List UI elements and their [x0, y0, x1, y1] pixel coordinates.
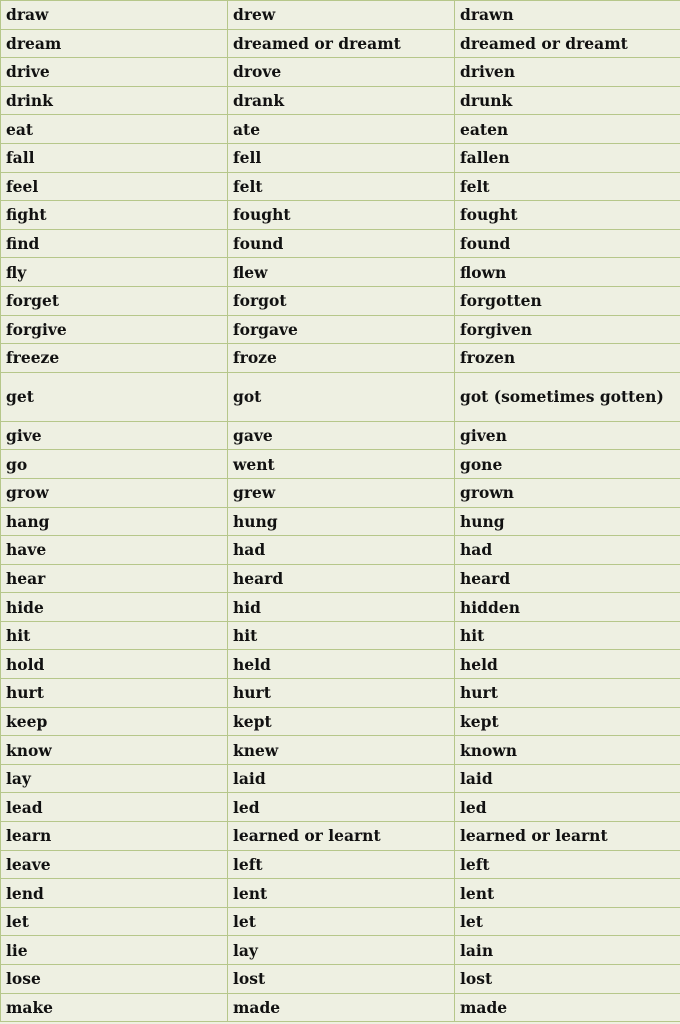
past-participle-cell: lost	[455, 965, 680, 994]
base-form-cell: make	[1, 993, 228, 1022]
base-form-cell: leave	[1, 850, 228, 879]
past-simple-cell: froze	[228, 344, 455, 373]
past-participle-cell: had	[455, 536, 680, 565]
past-simple-cell: let	[228, 907, 455, 936]
past-simple-cell: drove	[228, 58, 455, 87]
past-simple-cell: made	[228, 993, 455, 1022]
past-simple-cell: dreamed or dreamt	[228, 29, 455, 58]
past-simple-cell: gave	[228, 421, 455, 450]
table-row	[1, 679, 680, 708]
past-simple-cell: grew	[228, 478, 455, 507]
past-participle-cell: forgotten	[455, 286, 680, 315]
past-participle-cell: given	[455, 421, 680, 450]
past-participle-cell: dreamed or dreamt	[455, 29, 680, 58]
past-simple-cell: flew	[228, 258, 455, 287]
table-row	[1, 879, 680, 908]
past-participle-cell: heard	[455, 564, 680, 593]
base-form-cell: get	[1, 372, 228, 421]
past-participle-cell: drawn	[455, 1, 680, 30]
past-simple-cell: forgot	[228, 286, 455, 315]
past-simple-cell: hid	[228, 593, 455, 622]
table-row	[1, 850, 680, 879]
past-participle-cell: kept	[455, 707, 680, 736]
table-row	[1, 536, 680, 565]
past-participle-cell: grown	[455, 478, 680, 507]
base-form-cell: hide	[1, 593, 228, 622]
table-row	[1, 115, 680, 144]
base-form-cell: forgive	[1, 315, 228, 344]
past-simple-cell: lost	[228, 965, 455, 994]
past-simple-cell: held	[228, 650, 455, 679]
past-simple-cell: lent	[228, 879, 455, 908]
past-participle-cell: eaten	[455, 115, 680, 144]
table-row	[1, 478, 680, 507]
past-simple-cell: hurt	[228, 679, 455, 708]
past-simple-cell: forgave	[228, 315, 455, 344]
table-row	[1, 258, 680, 287]
past-participle-cell: gone	[455, 450, 680, 479]
base-form-cell: fly	[1, 258, 228, 287]
table-row	[1, 507, 680, 536]
past-simple-cell: led	[228, 793, 455, 822]
past-participle-cell: hit	[455, 621, 680, 650]
base-form-cell: find	[1, 229, 228, 258]
base-form-cell: lay	[1, 764, 228, 793]
past-participle-cell: hung	[455, 507, 680, 536]
base-form-cell: fight	[1, 201, 228, 230]
past-simple-cell: hit	[228, 621, 455, 650]
past-simple-cell: heard	[228, 564, 455, 593]
base-form-cell: hang	[1, 507, 228, 536]
table-row	[1, 29, 680, 58]
table-row	[1, 201, 680, 230]
past-participle-cell: held	[455, 650, 680, 679]
table-row	[1, 621, 680, 650]
table-row	[1, 564, 680, 593]
past-simple-cell: laid	[228, 764, 455, 793]
past-participle-cell: laid	[455, 764, 680, 793]
past-simple-cell: learned or learnt	[228, 822, 455, 851]
base-form-cell: drive	[1, 58, 228, 87]
past-participle-cell: learned or learnt	[455, 822, 680, 851]
table-row	[1, 707, 680, 736]
table-row	[1, 736, 680, 765]
past-participle-cell: made	[455, 993, 680, 1022]
base-form-cell: feel	[1, 172, 228, 201]
past-participle-cell: found	[455, 229, 680, 258]
base-form-cell: fall	[1, 143, 228, 172]
past-participle-cell: fought	[455, 201, 680, 230]
table-row	[1, 764, 680, 793]
base-form-cell: keep	[1, 707, 228, 736]
past-participle-cell: frozen	[455, 344, 680, 373]
past-simple-cell: left	[228, 850, 455, 879]
base-form-cell: give	[1, 421, 228, 450]
base-form-cell: learn	[1, 822, 228, 851]
table-row	[1, 822, 680, 851]
table-row	[1, 993, 680, 1022]
past-simple-cell: knew	[228, 736, 455, 765]
base-form-cell: lose	[1, 965, 228, 994]
past-simple-cell: kept	[228, 707, 455, 736]
past-participle-cell: hurt	[455, 679, 680, 708]
base-form-cell: let	[1, 907, 228, 936]
base-form-cell: hit	[1, 621, 228, 650]
base-form-cell: lie	[1, 936, 228, 965]
table-row	[1, 58, 680, 87]
table-row	[1, 421, 680, 450]
past-participle-cell: got (sometimes gotten)	[455, 372, 680, 421]
past-participle-cell: fallen	[455, 143, 680, 172]
base-form-cell: know	[1, 736, 228, 765]
base-form-cell: dream	[1, 29, 228, 58]
table-row	[1, 315, 680, 344]
base-form-cell: hear	[1, 564, 228, 593]
table-row	[1, 450, 680, 479]
base-form-cell: go	[1, 450, 228, 479]
past-participle-cell: known	[455, 736, 680, 765]
table-row	[1, 793, 680, 822]
past-simple-cell: hung	[228, 507, 455, 536]
base-form-cell: lead	[1, 793, 228, 822]
past-participle-cell: let	[455, 907, 680, 936]
table-row	[1, 593, 680, 622]
table-row	[1, 229, 680, 258]
table-row	[1, 143, 680, 172]
base-form-cell: forget	[1, 286, 228, 315]
base-form-cell: hold	[1, 650, 228, 679]
past-simple-cell: found	[228, 229, 455, 258]
table-row	[1, 86, 680, 115]
past-participle-cell: flown	[455, 258, 680, 287]
past-participle-cell: driven	[455, 58, 680, 87]
past-simple-cell: drank	[228, 86, 455, 115]
table-row	[1, 286, 680, 315]
past-participle-cell: forgiven	[455, 315, 680, 344]
past-simple-cell: drew	[228, 1, 455, 30]
past-simple-cell: went	[228, 450, 455, 479]
past-participle-cell: lain	[455, 936, 680, 965]
past-participle-cell: led	[455, 793, 680, 822]
past-participle-cell: left	[455, 850, 680, 879]
verb-table-body	[1, 1, 680, 1022]
table-row	[1, 650, 680, 679]
table-row	[1, 372, 680, 421]
table-row	[1, 172, 680, 201]
past-participle-cell: lent	[455, 879, 680, 908]
base-form-cell: drink	[1, 86, 228, 115]
past-simple-cell: fell	[228, 143, 455, 172]
base-form-cell: freeze	[1, 344, 228, 373]
base-form-cell: have	[1, 536, 228, 565]
past-simple-cell: got	[228, 372, 455, 421]
past-participle-cell: felt	[455, 172, 680, 201]
past-simple-cell: lay	[228, 936, 455, 965]
past-participle-cell: hidden	[455, 593, 680, 622]
past-participle-cell: drunk	[455, 86, 680, 115]
past-simple-cell: felt	[228, 172, 455, 201]
base-form-cell: lend	[1, 879, 228, 908]
base-form-cell: eat	[1, 115, 228, 144]
table-row	[1, 344, 680, 373]
table-row	[1, 1, 680, 30]
past-simple-cell: had	[228, 536, 455, 565]
table-row	[1, 936, 680, 965]
base-form-cell: grow	[1, 478, 228, 507]
past-simple-cell: fought	[228, 201, 455, 230]
base-form-cell: draw	[1, 1, 228, 30]
past-simple-cell: ate	[228, 115, 455, 144]
table-row	[1, 965, 680, 994]
base-form-cell: hurt	[1, 679, 228, 708]
table-row	[1, 907, 680, 936]
